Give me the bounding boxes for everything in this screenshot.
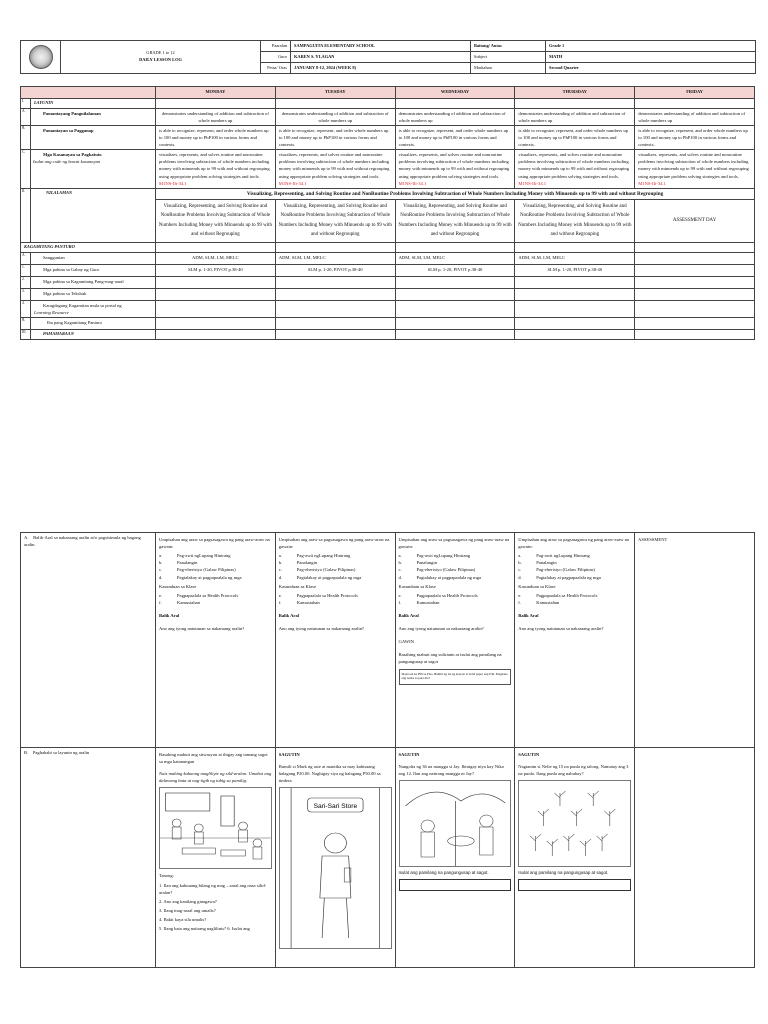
kagamitan-label-sanggunian: Sanggunian <box>31 252 156 264</box>
kagamitan-label-iba-pa: Iba pang Kagamitang Panturo <box>31 317 156 329</box>
assessment-label: ASSESSMENT <box>638 537 668 542</box>
row-a-wednesday: demonstrates understanding of addition and subtraction of whole numbers up <box>395 108 515 125</box>
nilalaman-title: Visualizing, Representing, and Solving Routine and NonRoutine Problems Involving Subtraction of Whole Numbers Including Money with Minuends up to 99 with and without Regrouping <box>156 189 754 200</box>
pamamaraan-row <box>21 329 755 339</box>
row-c-tuesday <box>275 150 395 189</box>
routine-text: Pagpapaalala sa Health Protocols <box>177 592 239 598</box>
word-problem-box: Mayroon ka P99 sa Piso. Bumili ng isa ng krayon at bond paper ang P40. Magkano ang natira sa pera mo? <box>399 669 512 685</box>
row-b-num: B. <box>24 750 29 755</box>
nilalaman-row <box>21 188 755 242</box>
skill-text: visualizes, represents, and solves routine and nonroutine problems involving subtraction of whole numbers including money with minuends up to 99 with and without regrouping using appropriate problem solving strategies and tools. <box>159 152 270 179</box>
balik-aral-label: Balik Aral <box>278 612 300 618</box>
baitang-value: Grade 1 <box>546 41 756 52</box>
row-b-tuesday <box>275 748 395 968</box>
routine-list <box>279 552 392 580</box>
kagamitan-num: 3. <box>21 288 31 300</box>
nilalaman-monday: Visualizing, Representing, and Solving Routine and NonRoutine Problems Involving Subtraction of Whole Numbers Including Money with Minuends up to 99 with and without Regrouping <box>156 200 276 242</box>
day-monday: MONDAY <box>156 87 276 99</box>
row-a-wednesday <box>395 533 515 748</box>
paaralan-label: Paaralan <box>261 41 291 52</box>
kagamitan-row-2 <box>21 276 755 288</box>
row-b-label: Paghahabi sa layunin ng aralin <box>32 750 90 755</box>
routine-text: Kamustahan <box>416 599 440 605</box>
routine-key: d. <box>159 574 163 580</box>
kagamitan-num: 4. <box>21 300 31 317</box>
balik-aral-label: Balik Aral <box>398 612 419 618</box>
balik-aral-question: Ano ang iyong natutunan sa nakaraang aralin? <box>278 626 364 632</box>
sagutin-label: SAGUTIN <box>278 752 300 757</box>
routine-intro: Umpisahan ang araw sa pagsasagawa ng pang araw-araw na gawain: <box>518 537 629 550</box>
kasunduan-label: Kasunduan sa Klase <box>159 583 197 589</box>
routine-list-2 <box>279 592 392 606</box>
paaralan-value: SAMPAGUITA ELEMENTARY SCHOOL <box>291 41 471 52</box>
routine-item <box>159 592 272 599</box>
routine-intro: Umpisahan ang araw sa pagsasagawa ng pang araw-araw na gawain: <box>278 537 390 550</box>
routine-item <box>279 559 392 566</box>
routine-item <box>399 592 512 599</box>
routine-text: Pag-eherisiyo (Galaw Pilipinas) <box>296 567 356 573</box>
row-a-label: Balik-Aral sa nakaraang aralin at/o pagsisimula ng bagong aralin. <box>24 535 141 548</box>
balik-aral-question: Ano ang iyong natutunan sa nakaraang aralin? <box>398 626 484 632</box>
routine-item <box>518 574 631 581</box>
row-a-num: A. <box>21 108 31 125</box>
nilalaman-tuesday: Visualizing, Representing, and Solving Routine and NonRoutine Problems Involving Subtraction of Whole Numbers Including Money with Minuends up to 99 with and without Regrouping <box>276 200 396 242</box>
row-a-num: A. <box>24 535 29 540</box>
routine-item <box>159 599 272 606</box>
kasunduan-label: Kasunduan sa Klase <box>278 583 317 589</box>
routine-text: Pag-eherisiyo (Galaw Pilipinas) <box>177 567 236 573</box>
skill-text: visualizes, represents, and solves routine and nonroutine problems involving subtraction of whole numbers including money with minuends up to 99 with and without regrouping using appropriate problem solving strategies and tools. <box>638 152 749 179</box>
kagamitan-cell <box>635 264 755 276</box>
routine-key: c. <box>518 567 522 573</box>
routine-text: Pag-eherisiyo (Galaw Pilipinas) <box>416 567 476 573</box>
routine-item <box>159 574 272 581</box>
routine-text: Pag-awit ngLupang Hinirang <box>177 553 231 559</box>
sagutin-label: SAGUTIN <box>518 752 540 757</box>
routine-item <box>518 559 631 566</box>
nilalaman-label: NILALAMAN <box>46 189 73 195</box>
routine-item <box>518 552 631 559</box>
routine-item <box>399 574 512 581</box>
skill-code: M1NS-IIi-34.1 <box>638 180 666 186</box>
answer-box[interactable] <box>518 879 631 891</box>
kagamitan-label-portal-line2: Learning Resource <box>34 309 69 315</box>
petsa-value: JANUARY 8-12, 2024 (WEEK 8) <box>291 63 471 74</box>
row-c-label-cell <box>31 150 156 189</box>
word-problem-text: Nagtanim si Nelie ng 15 na punla ng talong. Namatay ang 3 na punla. Ilang punla ang nabuhay? <box>518 764 629 777</box>
routine-intro: Umpisahan ang araw sa pagsasagawa ng pang araw-araw na gawain: <box>159 537 270 550</box>
row-a-label-cell <box>21 533 156 748</box>
routine-text: Panalangin <box>416 560 437 566</box>
skill-code: M1NS-IIi-34.1 <box>159 180 187 186</box>
grade-label: GRADE 1 to 12 <box>146 50 175 56</box>
kagamitan-row-4 <box>21 300 755 317</box>
routine-key: f. <box>518 599 521 605</box>
nilalaman-wednesday: Visualizing, Representing, and Solving Routine and NonRoutine Problems Involving Subtraction of Whole Numbers Including Money with Minuends up to 99 with and without Regrouping <box>396 200 516 242</box>
routine-key: f. <box>398 599 402 605</box>
skill-text: visualizes, represents, and solves routine and nonroutine problems involving subtraction of whole numbers including money with minuends up to 99 with and without regrouping using appropriate problem solving strategies and tools. <box>398 152 510 179</box>
nilalaman-label-cell <box>31 188 156 242</box>
layunin-num: I. <box>21 98 31 108</box>
row-c-friday <box>635 150 755 189</box>
row-b-thursday: is able to recognize, represent, and order whole numbers up to 100 and money up to PhP100 in various forms and contexts. <box>515 125 635 149</box>
routine-item <box>159 552 272 559</box>
kagamitan-num: B. <box>21 317 31 329</box>
word-problem-text: Nangolia ng 36 na mangga si Jay. Ibinigay niya kay Nika ang 12. Ilan ang natirang mangga ni Jay? <box>398 764 504 777</box>
routine-key: b. <box>278 560 283 566</box>
procedure-row-b <box>21 748 755 968</box>
routine-text: Pagpapaalala sa Health Protocols <box>416 592 478 598</box>
row-b-monday <box>156 748 276 968</box>
skill-text: visualizes, represents, and solves routine and nonroutine problems involving subtraction of whole numbers including money with minuends up to 99 with and without regrouping using appropriate problem solving strategies and tools. <box>278 152 390 179</box>
weekly-plan-table <box>20 86 755 340</box>
row-a-label: Pamantayang Pangnilalaman <box>31 108 156 125</box>
deped-seal-logo <box>29 45 53 69</box>
layunin-label: LAYUNIN <box>31 98 156 108</box>
routine-item <box>279 592 392 599</box>
word-problem-text: Bumili si Mark ng aste at mantika sa may kabisaang halagang P20.00. Nagbigay siya ng halagang P50.00 sa tindera. <box>278 764 381 784</box>
kasunduan-label: Kasunduan sa Klase <box>518 583 556 589</box>
routine-item <box>518 566 631 573</box>
store-illustration <box>279 787 392 949</box>
skill-code: M1NS-IIi-34.1 <box>398 180 427 186</box>
markahan-label: Markahan <box>471 63 546 74</box>
row-a-tuesday <box>275 533 395 748</box>
routine-key: e. <box>159 592 163 598</box>
row-b-wednesday <box>395 748 515 968</box>
routine-item <box>518 592 631 599</box>
kagamitan-num: 2. <box>21 276 31 288</box>
nilalaman-num: II. <box>21 188 31 242</box>
row-a-thursday <box>515 533 635 748</box>
day-thursday: THURSDAY <box>515 87 635 99</box>
skill-code: M1NS-IIi-34.1 <box>278 180 307 186</box>
row-c-num: C. <box>21 150 31 189</box>
classroom-illustration <box>159 787 272 869</box>
markahan-value: Second Quarter <box>546 63 756 74</box>
kagamitan-row-0 <box>21 252 755 264</box>
routine-key: c. <box>398 567 402 573</box>
lesson-log-page-2 <box>20 532 755 968</box>
routine-text: Panalangin <box>536 560 557 566</box>
routine-intro: Umpisahan ang araw sa pagsasagawa ng pang araw-araw na gawain: <box>398 537 510 550</box>
question-item: 3. Ilang mag-aaral ang umalis? <box>159 907 216 913</box>
subject-value: MATH <box>546 52 756 63</box>
routine-key: a. <box>518 553 522 559</box>
routine-key: b. <box>518 560 522 566</box>
routine-item <box>279 566 392 573</box>
kagamitan-label-portal-line1: Karagdagang Kagamitan mula sa portal ng <box>43 302 122 308</box>
balik-aral-label: Balik Aral <box>159 612 180 618</box>
row-b-thursday <box>515 748 635 968</box>
row-b-friday: is able to recognize, represent, and order whole numbers up to 100 and money up to PhP100 in various forms and contexts. <box>635 125 755 149</box>
routine-list <box>399 552 512 580</box>
routine-item <box>279 552 392 559</box>
routine-text: Pagtalakay at pagpapaalala ng mga <box>536 574 601 580</box>
nilalaman-friday: ASSESSMENT DAY <box>672 218 717 224</box>
kagamitan-label-portal <box>31 300 156 317</box>
routine-text: Pagtalakay at pagpapaalala ng mga <box>177 574 242 580</box>
kagamitan-label-gabay: Mga pahina sa Gabay ng Guro <box>31 264 156 276</box>
routine-text: Pag-awit ngLupang Hinirang <box>416 553 471 559</box>
balik-aral-label: Balik Aral <box>518 612 539 618</box>
kagamitan-num: A. <box>21 252 31 264</box>
title-cell <box>61 41 261 74</box>
routine-text: Pag-awit ngLupang Hinirang <box>536 553 590 559</box>
kagamitan-cell <box>635 252 755 264</box>
row-c-wednesday <box>395 150 515 189</box>
guro-value: KAREN S. YLAGAN <box>291 52 471 63</box>
dll-label: DAILY LESSON LOG <box>139 57 182 62</box>
routine-list-2 <box>399 592 512 606</box>
row-a-monday <box>156 533 276 748</box>
routine-list <box>159 552 272 580</box>
kagamitan-cell: ADM, SLM, LM, MELC <box>515 252 635 264</box>
routine-text: Pagtalakay at pagpapaalala ng mga <box>416 574 482 580</box>
routine-key: a. <box>398 553 402 559</box>
routine-text: Pag-eherisiyo (Galaw Pilipinas) <box>536 567 595 573</box>
routine-key: d. <box>278 574 283 580</box>
guro-label: Guro <box>261 52 291 63</box>
balik-aral-question: Ano ang iyong natutunan sa nakaraang aralin? <box>518 626 604 632</box>
mango-illustration <box>399 780 512 867</box>
nilalaman-content <box>156 188 755 242</box>
answer-box[interactable] <box>399 879 512 891</box>
routine-text: Pagtalakay at pagpapaalala ng mga <box>296 574 362 580</box>
routine-item <box>399 559 512 566</box>
routine-list-2 <box>518 592 631 606</box>
routine-item <box>159 566 272 573</box>
row-c-monday <box>156 150 276 189</box>
routine-key: e. <box>278 592 282 598</box>
kagamitan-cell: ADM, SLM, LM, MELC <box>395 252 515 264</box>
kagamitan-cell: SLM p. 1-20, PIVOT p.38-40 <box>156 264 276 276</box>
row-a-tuesday: demonstrates understanding of addition and subtraction of whole numbers up <box>275 108 395 125</box>
row-a-thursday: demonstrates understanding of addition and subtraction of whole numbers up <box>515 108 635 125</box>
row-pamantayan-sa-pagganap <box>21 125 755 149</box>
kagamitan-cell: ADM, SLM, LM, MELC <box>156 252 276 264</box>
row-b-num: B. <box>21 125 31 149</box>
tanong-label: Tanong: <box>159 873 174 879</box>
routine-key: d. <box>398 574 402 580</box>
row-pamantayang-pangnilalaman <box>21 108 755 125</box>
gawin-instruction: Basahing mabuti ang suliranin at isulat ang pamilang na pangungusap at sagot <box>398 652 502 665</box>
pamamaraan-num: III. <box>21 329 31 339</box>
deped-seal-cell <box>21 41 61 74</box>
kagamitan-label-pang-mag-aaral: Mga pahina sa Kagamitang Pang-mag-aaral <box>31 276 156 288</box>
routine-text: Kamustahan <box>177 599 200 605</box>
balik-aral-question: Ano ang iyong natutunan sa nakaraang aralin? <box>159 626 245 632</box>
gawin-label: GAWIN <box>398 639 414 645</box>
header-table <box>20 40 756 74</box>
routine-item <box>399 552 512 559</box>
row-a-monday: demonstrates understanding of addition and subtraction of whole numbers up <box>156 108 276 125</box>
routine-key: a. <box>278 553 282 559</box>
kagamitan-num: 1. <box>21 264 31 276</box>
routine-key: e. <box>518 592 522 598</box>
routine-text: Pagpapaalala sa Health Protocols <box>296 592 358 598</box>
routine-text: Kamustahan <box>296 599 320 605</box>
routine-text: Pag-awit ngLupang Hinirang <box>296 553 351 559</box>
routine-key: e. <box>398 592 402 598</box>
kagamitan-cell: SLM p. 1-20, PIVOT p.38-40 <box>395 264 515 276</box>
routine-item <box>399 599 512 606</box>
row-a-friday <box>635 533 755 748</box>
routine-text: Kamustahan <box>536 599 560 605</box>
row-b-monday: is able to recognize, represent, and order whole numbers up to 100 and money up to PhP100 in various forms and contexts. <box>156 125 276 149</box>
routine-text: Panalangin <box>177 560 198 566</box>
routine-item <box>159 559 272 566</box>
question-item: 2. Ano ang kanilang ginagawa? <box>159 898 217 904</box>
routine-item <box>399 566 512 573</box>
caption-text: Isulat ang pamilang na pangungusap at sagot. <box>518 870 609 876</box>
routine-item <box>279 574 392 581</box>
procedure-row-a <box>21 533 755 748</box>
routine-key: c. <box>278 567 282 573</box>
pamamaraan-label: PAMAMARAAN <box>31 329 156 339</box>
kagamitan-label: KAGAMITANG PANTURO <box>21 242 156 252</box>
situation-text: Nais mahing kabaong magliliyte ng sild-aralan. Umabot ang dalawang bata at nag-iigib ng tubig sa pamilig. <box>159 771 272 784</box>
skill-text: visualizes, represents, and solves routine and nonroutine problems involving subtraction of whole numbers including money with minuends up to 99 with and without regrouping using appropriate problem solving strategies and tools. <box>518 152 630 179</box>
routine-text: Panalangin <box>296 560 318 566</box>
question-item: 1. Ilan ang kabuuang bilang ng mag – aaral ang nasa silid-aralan? <box>159 882 267 895</box>
question-item: 5. Ilang bata ang natirang naglilinis? 6. Isulat ang <box>159 926 250 932</box>
routine-key: b. <box>398 560 402 566</box>
day-tuesday: TUESDAY <box>275 87 395 99</box>
skill-code: M1NS-IIi-34.1 <box>518 180 547 186</box>
day-header-row <box>21 87 755 99</box>
kasunduan-label: Kasunduan sa Klase <box>398 583 436 589</box>
routine-key: d. <box>518 574 522 580</box>
procedure-table <box>20 532 755 968</box>
row-c-sublabel: Isulat ang code ng bawat kasanayan <box>33 159 101 165</box>
day-friday: FRIDAY <box>635 87 755 99</box>
routine-key: c. <box>159 567 163 573</box>
row-c-thursday <box>515 150 635 189</box>
routine-key: a. <box>159 553 163 559</box>
lesson-log-page-1 <box>20 40 755 340</box>
baitang-label: Baitang/ Antas <box>471 41 546 52</box>
question-item: 4. Bakit kaya sila umalis? <box>159 916 207 922</box>
row-b-wednesday: is able to recognize, represent, and order whole numbers up to 100 and money up to PhP100 in various forms and contexts. <box>395 125 515 149</box>
caption-text: Isulat ang pamilang na pangungusap at sagot. <box>398 870 489 876</box>
routine-text: Pagpapaalala sa Health Protocols <box>536 592 598 598</box>
kagamitan-cell: SLM p. 1-20, PIVOT p.38-40 <box>515 264 635 276</box>
routine-list <box>518 552 631 580</box>
kagamitan-label-teksbuk: Mga pahina sa Teksbuk <box>31 288 156 300</box>
kagamitan-cell: ADM, SLM, LM, MELC <box>275 252 395 264</box>
subject-label: Subject <box>471 52 546 63</box>
row-b-label: Pamantayan sa Pagganap <box>31 125 156 149</box>
row-b-label-cell <box>21 748 156 968</box>
kagamitan-cell: SLM p. 1-20, PIVOT p.38-40 <box>275 264 395 276</box>
routine-item <box>279 599 392 606</box>
row-mga-kasanayan <box>21 150 755 189</box>
routine-key: f. <box>159 599 162 605</box>
row-c-label: Mga Kasanayan sa Pagkatuto <box>43 152 102 158</box>
routine-key: b. <box>159 560 163 566</box>
situation-intro: Basahing mabuti ang sitwasyon at ibigay ang tamang sagot sa mga katanungan <box>159 752 268 765</box>
kagamitan-row-3 <box>21 288 755 300</box>
row-b-friday <box>635 748 755 968</box>
kagamitan-row <box>21 242 755 252</box>
routine-item <box>518 599 631 606</box>
sagutin-label: SAGUTIN <box>398 752 420 757</box>
store-sign-text: Sari-Sari Store <box>313 803 357 811</box>
seedlings-illustration <box>518 780 631 867</box>
row-a-friday: demonstrates understanding of addition and subtraction of whole numbers up <box>635 108 755 125</box>
nilalaman-thursday: Visualizing, Representing, and Solving Routine and NonRoutine Problems Involving Subtraction of Whole Numbers Including Money with Minuends up to 99 with and without Regrouping <box>515 200 635 242</box>
kagamitan-row-5 <box>21 317 755 329</box>
layunin-row <box>21 98 755 108</box>
routine-list-2 <box>159 592 272 606</box>
routine-key: f. <box>278 599 282 605</box>
blank-corner <box>21 87 156 99</box>
petsa-label: Petsa/ Oras <box>261 63 291 74</box>
row-b-tuesday: is able to recognize, represent, and order whole numbers up to 100 and money up to PhP100 in various forms and contexts. <box>275 125 395 149</box>
day-wednesday: WEDNESDAY <box>395 87 515 99</box>
kagamitan-row-1 <box>21 264 755 276</box>
